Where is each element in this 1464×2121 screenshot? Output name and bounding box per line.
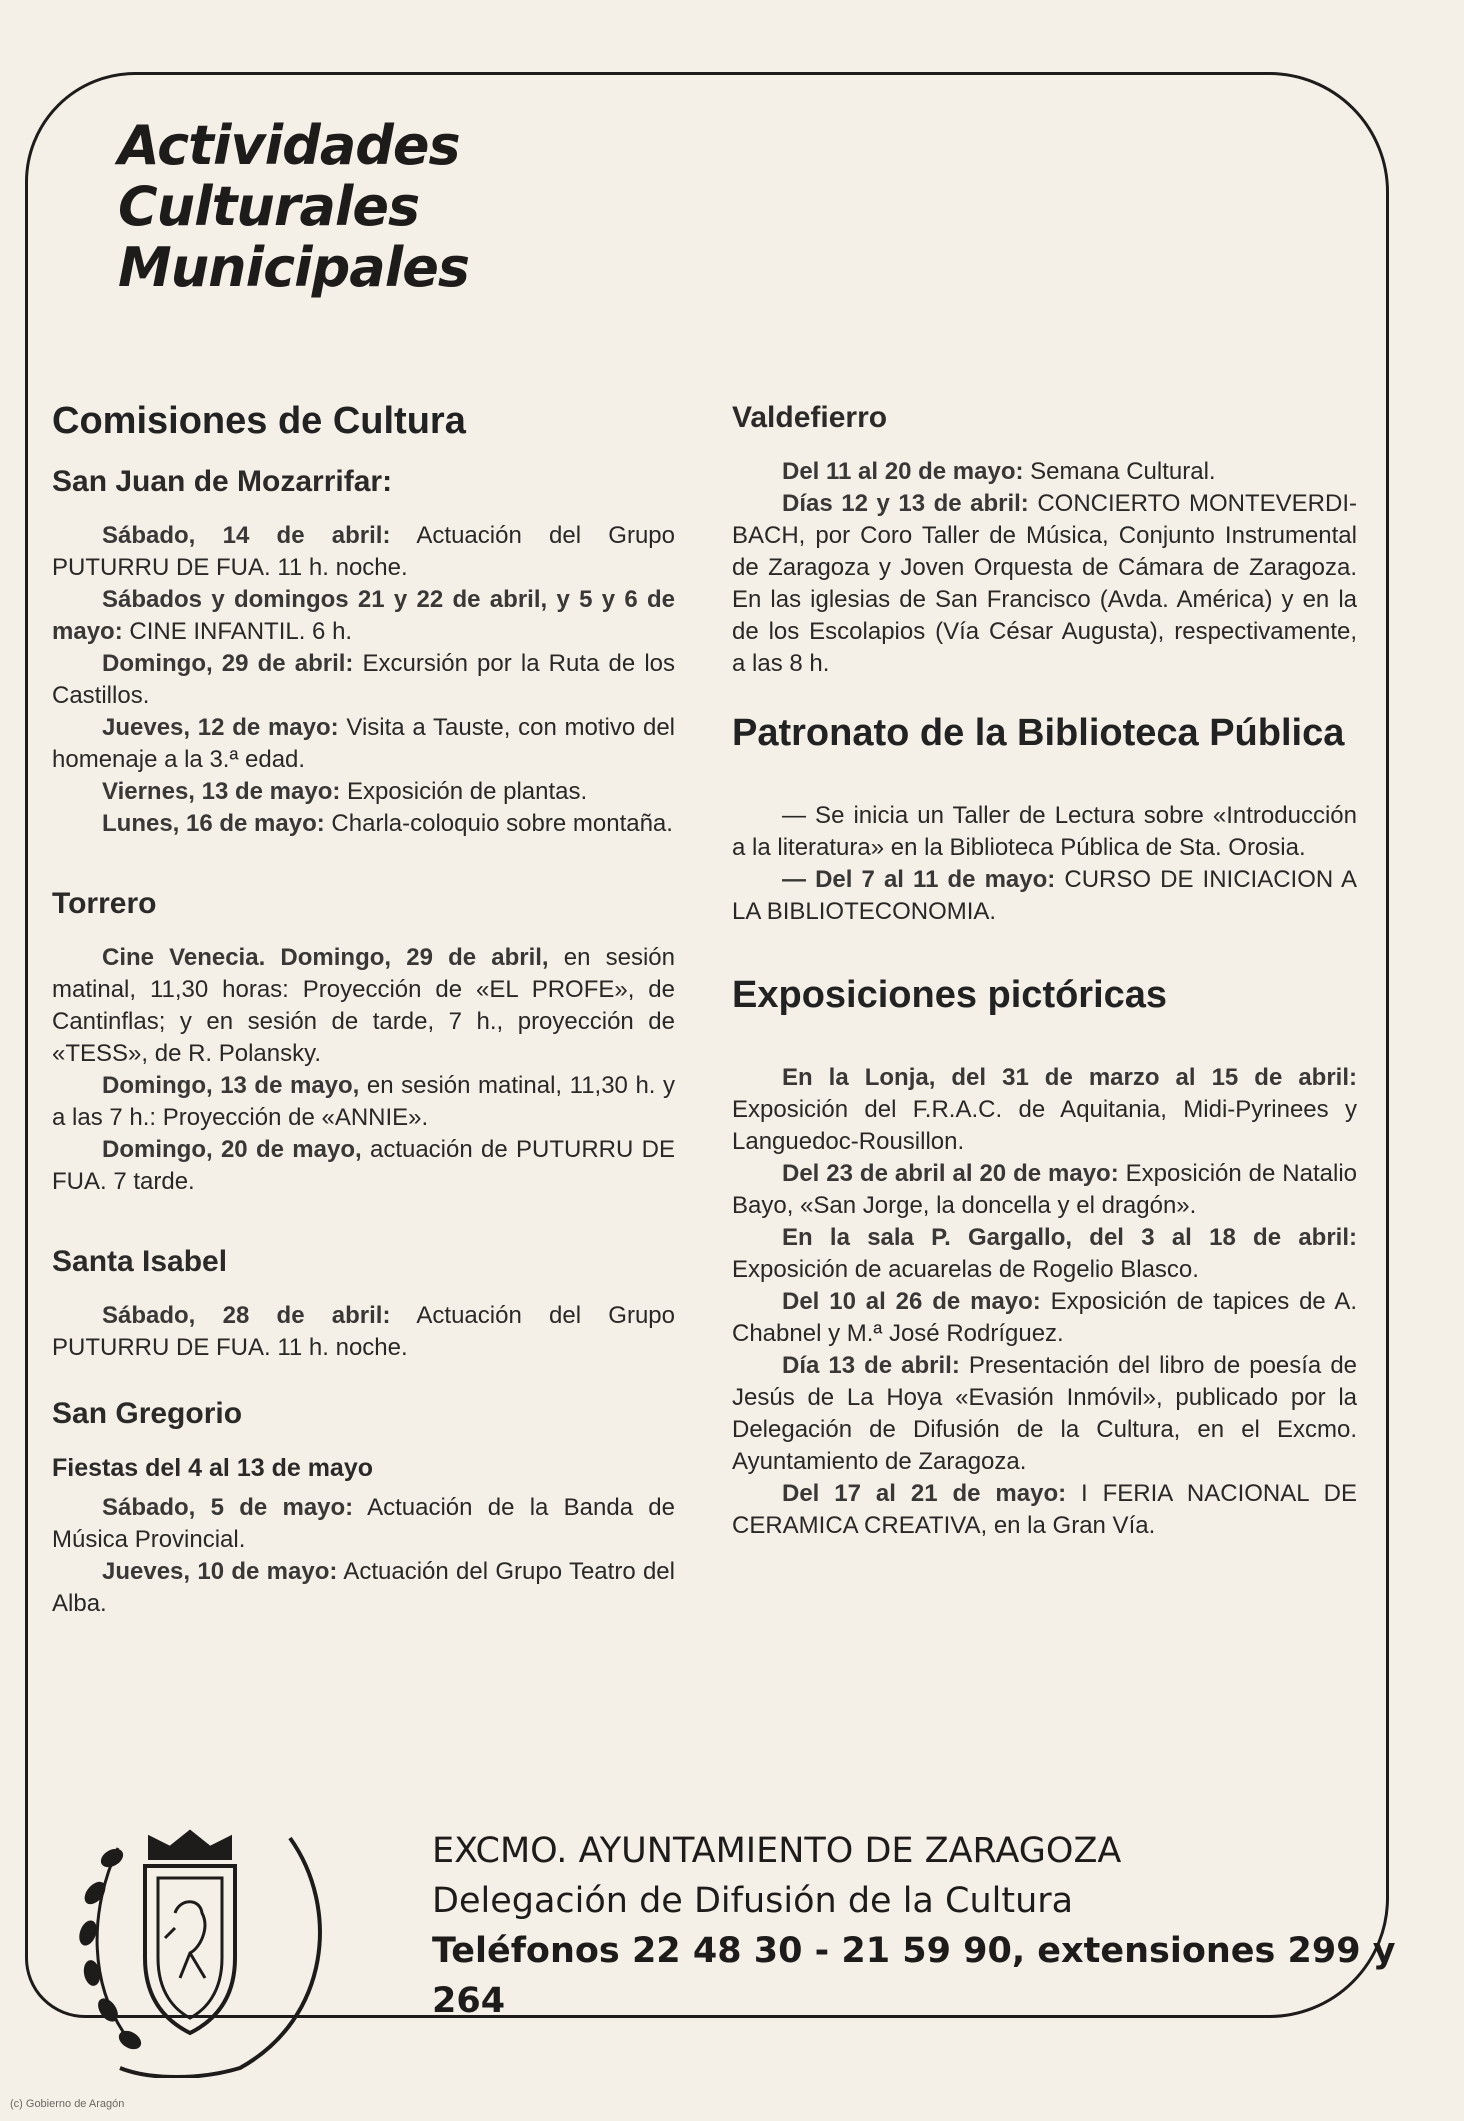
list-item: Del 23 de abril al 20 de mayo: Exposición de Natalio Bayo, «San Jorge, la doncella y el dragón».: [732, 1160, 1357, 1219]
list-item: Sábado, 5 de mayo: Actuación de la Banda de Música Provincial.: [52, 1494, 675, 1553]
section-title-biblioteca: Patronato de la Biblioteca Pública: [732, 712, 1345, 754]
copyright-notice: (c) Gobierno de Aragón: [10, 2098, 125, 2110]
list-item: Del 17 al 21 de mayo: I FERIA NACIONAL DE CERAMICA CREATIVA, en la Gran Vía.: [732, 1480, 1357, 1539]
footer-contact: [432, 1826, 1464, 2026]
list-item: Sábados y domingos 21 y 22 de abril, y 5 y 6 de mayo: CINE INFANTIL. 6 h.: [52, 586, 675, 645]
footer-line-2: Delegación de Difusión de la Cultura: [432, 1881, 1074, 1921]
subsection-title-valdefierro: Valdefierro: [732, 401, 888, 434]
right-column: [732, 398, 1357, 1542]
list-item: Domingo, 20 de mayo, actuación de PUTURRU DE FUA. 7 tarde.: [52, 1136, 676, 1195]
list-item: Lunes, 16 de mayo: Charla-coloquio sobre montaña.: [102, 810, 673, 837]
fiestas-subtitle: Fiestas del 4 al 13 de mayo: [52, 1454, 373, 1482]
title-line-1: Actividades: [118, 114, 460, 177]
title-line-3: Municipales: [118, 236, 470, 299]
list-item: Día 13 de abril: Presentación del libro de poesía de Jesús de La Hoya «Evasión Inmóvil», publicado por la Delegación de Difusión de la Cultura, en el Excmo. Ayuntamiento de Zaragoza.: [732, 1352, 1358, 1475]
list-item: Jueves, 10 de mayo: Actuación del Grupo Teatro del Alba.: [52, 1558, 675, 1617]
list-item: Sábado, 14 de abril: Actuación del Grupo PUTURRU DE FUA. 11 h. noche.: [52, 522, 676, 581]
subsection-title-san-juan: San Juan de Mozarrifar:: [52, 465, 393, 498]
list-item: Cine Venecia. Domingo, 29 de abril, en sesión matinal, 11,30 horas: Proyección de «EL PROFE», de Cantinflas; y en sesión de tarde, 7 h., proyección de «TESS», de R. Polansky.: [52, 944, 676, 1067]
list-item: Domingo, 13 de mayo, en sesión matinal, 11,30 h. y a las 7 h.: Proyección de «ANNIE».: [52, 1072, 675, 1131]
subsection-title-san-gregorio: San Gregorio: [52, 1397, 243, 1430]
list-item: — Del 7 al 11 de mayo: CURSO DE INICIACION A LA BIBLIOTECONOMIA.: [732, 866, 1357, 925]
section-title-exposiciones: Exposiciones pictóricas: [732, 974, 1168, 1016]
list-item: Días 12 y 13 de abril: CONCIERTO MONTEVERDI-BACH, por Coro Taller de Música, Conjunto Instrumental de Zaragoza y Joven Orquesta de Cámara de Zaragoza. En las iglesias de San Francisco (Avda. América) y en la de los Escolapios (Vía César Augusta), respectivamente, a las 8 h.: [732, 490, 1357, 677]
list-item: En la sala P. Gargallo, del 3 al 18 de abril: Exposición de acuarelas de Rogelio Blasco.: [732, 1224, 1357, 1283]
list-item: Del 10 al 26 de mayo: Exposición de tapices de A. Chabnel y M.ª José Rodríguez.: [732, 1288, 1357, 1347]
list-item: Del 11 al 20 de mayo: Semana Cultural.: [782, 458, 1216, 485]
section-title-comisiones: Comisiones de Cultura: [52, 400, 466, 442]
list-item: — Se inicia un Taller de Lectura sobre «Introducción a la literatura» en la Biblioteca Pública de Sta. Orosia.: [732, 802, 1357, 861]
zaragoza-coat-of-arms-icon: [40, 1818, 340, 2078]
page-title: [118, 115, 469, 298]
subsection-title-santa-isabel: Santa Isabel: [52, 1245, 228, 1278]
left-column: [52, 398, 675, 1620]
list-item: Sábado, 28 de abril: Actuación del Grupo PUTURRU DE FUA. 11 h. noche.: [52, 1302, 676, 1361]
list-item: Jueves, 12 de mayo: Visita a Tauste, con motivo del homenaje a la 3.ª edad.: [52, 714, 675, 773]
footer-line-3: Teléfonos 22 48 30 - 21 59 90, extensiones 299 y 264: [432, 1931, 1396, 2021]
list-item: Domingo, 29 de abril: Excursión por la Ruta de los Castillos.: [52, 650, 676, 709]
list-item: Viernes, 13 de mayo: Exposición de plantas.: [102, 778, 588, 805]
footer-line-1: EXCMO. AYUNTAMIENTO DE ZARAGOZA: [432, 1831, 1122, 1871]
subsection-title-torrero: Torrero: [52, 887, 157, 920]
list-item: En la Lonja, del 31 de marzo al 15 de abril: Exposición del F.R.A.C. de Aquitania, Midi-Pyrinees y Languedoc-Rousillon.: [732, 1064, 1357, 1155]
title-line-2: Culturales: [118, 175, 420, 238]
